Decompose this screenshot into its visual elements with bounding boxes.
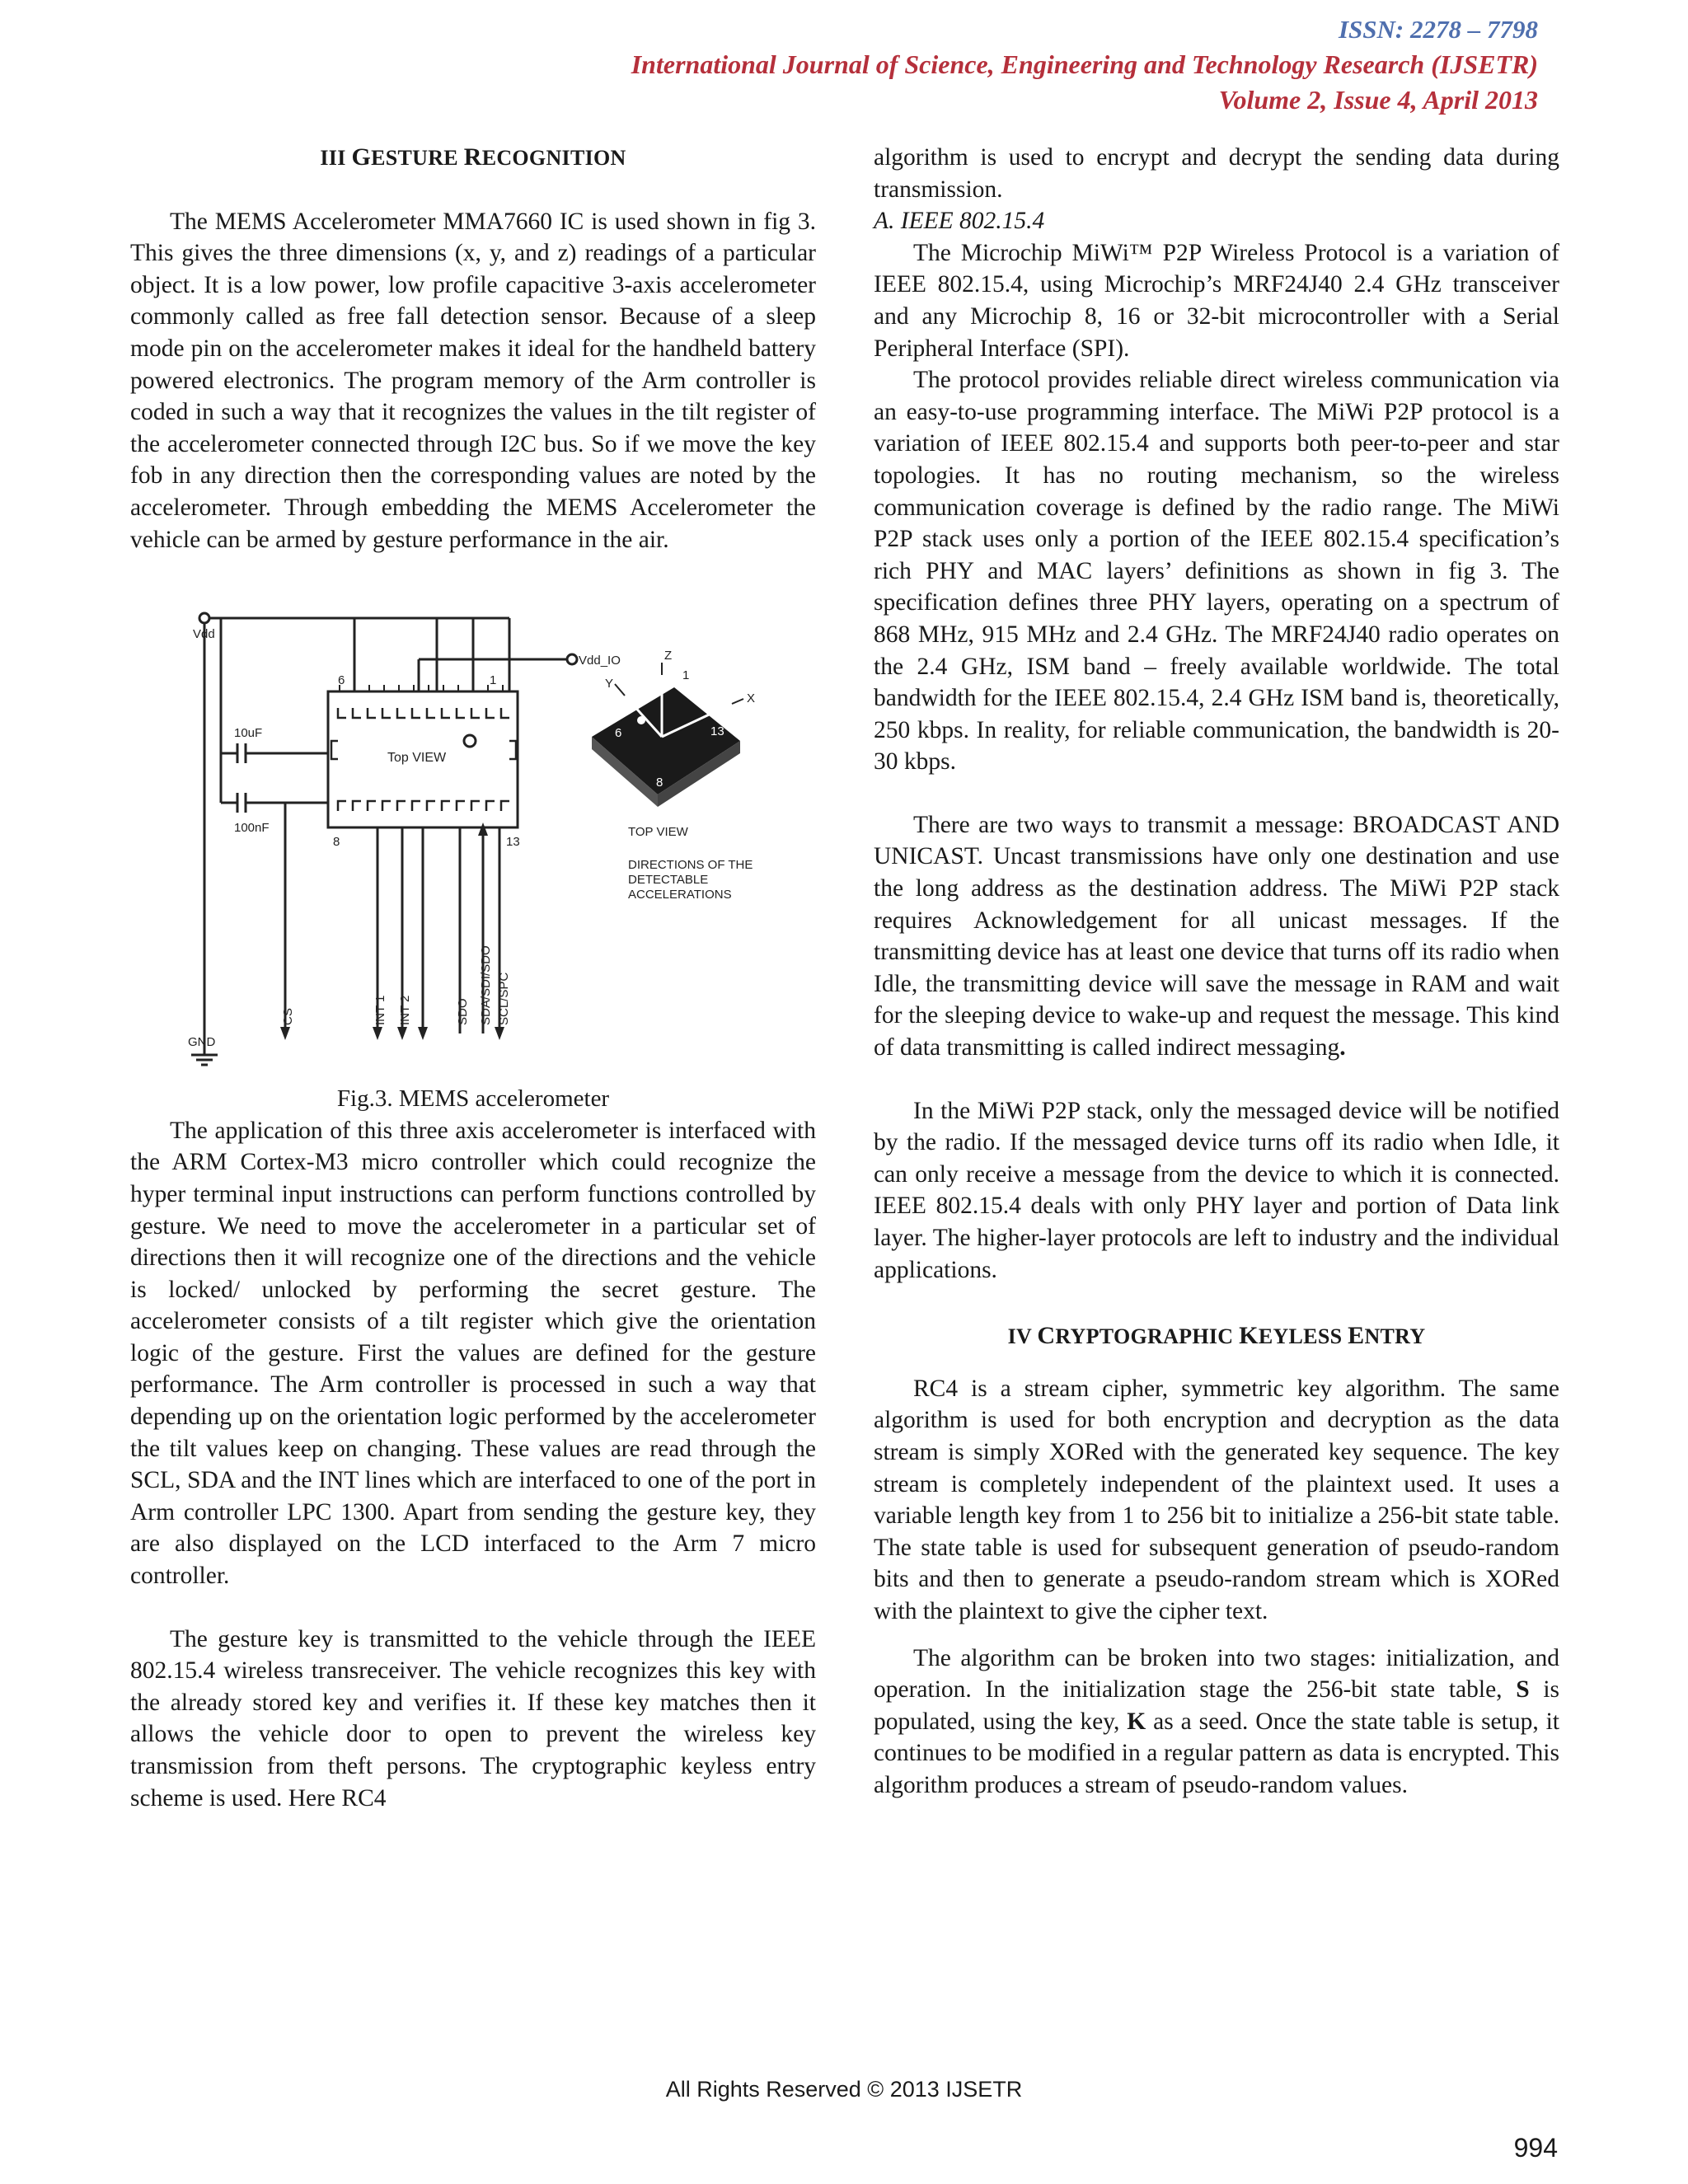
paragraph-text: The algorithm can be broken into two stages: initialization, and operation. In the initialization stage the 256-bit state table, xyxy=(874,1644,1559,1704)
circuit-diagram xyxy=(163,597,790,1083)
paragraph: RC4 is a stream cipher, symmetric key algorithm. The same algorithm is used for both encryption and decryption as the data stream is simply XORed with the generated key sequence. The key stream is completely independent of the plaintext used. It uses a variable length key from 1 to 256 bit to initialize a 256-bit state table. The state table is used for subsequent generation of pseudo-random bits and then to generate a pseudo-random stream which is XORed with the plaintext to give the cipher text. xyxy=(874,1375,1559,1624)
bold-symbol-k: K xyxy=(1127,1708,1146,1735)
left-column xyxy=(130,142,816,1814)
heading-cap: C xyxy=(1037,1322,1056,1350)
paragraph-text: as a seed. Once the state table is setup, it continues to be modified in a regular pattern as data is encrypted. This algorithm produces a stream of pseudo-random values. xyxy=(874,1708,1559,1798)
journal-title: International Journal of Science, Engineering and Technology Research (IJSETR) xyxy=(631,49,1538,79)
paragraph: The Microchip MiWi™ P2P Wireless Protocol is a variation of IEEE 802.15.4, using Microchip’s MRF24J40 2.4 GHz transceiver and any Microchip 8, 16 or 32-bit microcontroller with a Serial Peripheral Interface (SPI). xyxy=(874,239,1559,362)
heading-cap: K xyxy=(1239,1322,1259,1350)
volume-issue: Volume 2, Issue 4, April 2013 xyxy=(1218,85,1538,115)
section-heading-cryptographic-keyless-entry xyxy=(874,1320,1559,1353)
heading-text: ECOGNITION xyxy=(481,146,626,170)
fig-label-int1: INT 1 xyxy=(373,995,387,1026)
right-column xyxy=(874,142,1559,1802)
fig-label-directions-1: DIRECTIONS OF THE xyxy=(628,858,753,873)
heading-cap: E xyxy=(1348,1322,1365,1350)
paragraph: algorithm is used to encrypt and decrypt the sending data during transmission. xyxy=(874,144,1559,203)
fig-label-pkg-8: 8 xyxy=(656,776,663,790)
paragraph: The MEMS Accelerometer MMA7660 IC is used shown in fig 3. This gives the three dimensions (x, y, and z) readings of a particular object. It is a low power, low profile capacitive 3-axis accelerometer commonly called as free fall detection sensor. Because of a sleep mode pin on the accelerometer makes it ideal for the handheld battery powered electronics. The program memory of the Arm controller is coded in such a way that it recognizes the values in the tilt register of the accelerometer connected through I2C bus. So if we move the key fob in any direction then the corresponding values are noted by the accelerometer. Through embedding the MEMS Accelerometer the vehicle can be armed by gesture performance in the air. xyxy=(130,208,816,553)
paragraph: The gesture key is transmitted to the vehicle through the IEEE 802.15.4 wireless transreceiver. The vehicle recognizes this key with the already stored key and verifies it. If these key matches then it allows the vehicle door to open to prevent the wireless key transmission from theft persons. The cryptographic keyless entry scheme is used. Here RC4 xyxy=(130,1625,816,1811)
paragraph: The protocol provides reliable direct wireless communication via an easy-to-use programming interface. The MiWi P2P protocol is a variation of IEEE 802.15.4 and supports both peer-to-peer and star topologies. It has no routing mechanism, so the wireless communication coverage is defined by the radio range. The MiWi P2P stack uses only a portion of the IEEE 802.15.4 specification’s rich PHY and MAC layers’ definitions as shown in fig 3. The specification defines three PHY layers, operating on a spectrum of 868 MHz, 915 MHz and 2.4 GHz. The MRF24J40 radio operates on the 2.4 GHz, ISM band – freely available worldwide. The total bandwidth for the IEEE 802.15.4, 2.4 GHz ISM band is, theoretically, 250 kbps. In reality, for reliable communication, the bandwidth is 20-30 kbps. xyxy=(874,367,1559,776)
paragraph-text: There are two ways to transmit a message: BROADCAST AND UNICAST. Uncast transmissions have only one destination and use the long address as the destination address. The MiWi P2P stack requires Acknowledgement for all unicast messages. If the transmitting device has at least one device that turns off its radio when Idle, the transmitting device will save the message in RAM and wait for the sleeping device to wake-up and request the message. This kind of data transmitting is called indirect messaging xyxy=(874,811,1559,1062)
heading-cap: R xyxy=(463,143,482,171)
fig-label-pin8: 8 xyxy=(333,835,340,850)
paragraph: The application of this three axis accelerometer is interfaced with the ARM Cortex-M3 micro controller which could recognize the hyper terminal input instructions can perform functions controlled by gesture. We need to move the accelerometer in a particular set of directions then it will recognize one of the directions and the vehicle is locked/ unlocked by performing the secret gesture. The accelerometer consists of a tilt register which give the orientation logic of the gesture. First the values are defined for the gesture performance. The Arm controller is processed in such a way that depending up on the orientation logic performed by the accelerometer the tilt values keep on changing. These values are read through the SCL, SDA and the INT lines which are interfaced to one of the port in Arm controller LPC 1300. Apart from sending the gesture key, they are also displayed on the LCD interfaced to the Arm 7 micro controller. xyxy=(130,1117,816,1590)
fig-label-pkg-6: 6 xyxy=(615,726,622,741)
heading-text: RYPTOGRAPHIC xyxy=(1055,1324,1240,1349)
page-number: 994 xyxy=(1513,2133,1558,2163)
journal-header xyxy=(631,12,1538,118)
heading-text: ESTURE xyxy=(371,146,464,170)
fig-label-axis-y: Y xyxy=(605,677,614,691)
fig-label-top-view: TOP VIEW xyxy=(628,825,688,840)
section-heading-gesture-recognition xyxy=(130,142,816,175)
footer-rights: All Rights Reserved © 2013 IJSETR xyxy=(665,2077,1023,2102)
fig-label-axis-x: X xyxy=(747,691,756,706)
fig-label-cs: CS xyxy=(281,1008,295,1026)
fig-label-pin13: 13 xyxy=(506,835,520,850)
heading-text: EYLESS xyxy=(1258,1324,1348,1349)
fig-label-gnd: GND xyxy=(188,1035,216,1050)
fig-label-vdd: Vdd xyxy=(193,627,215,642)
fig-label-directions-2: DETECTABLE xyxy=(628,873,709,888)
fig-label-top-view-chip: Top VIEW xyxy=(387,751,447,766)
section-numeral: III xyxy=(320,146,352,170)
fig-label-int2: INT 2 xyxy=(398,995,412,1026)
heading-cap: G xyxy=(351,143,372,171)
paragraph xyxy=(874,809,1559,1064)
fig-label-axis-z: Z xyxy=(664,649,673,663)
fig-label-directions-3: ACCELERATIONS xyxy=(628,888,732,902)
fig-label-pkg-1: 1 xyxy=(682,668,690,683)
section-numeral: IV xyxy=(1007,1324,1038,1349)
fig-label-sdo: SDO xyxy=(456,998,470,1026)
heading-text: NTRY xyxy=(1364,1324,1426,1349)
subsection-heading-ieee: A. IEEE 802.15.4 xyxy=(874,208,1045,235)
fig-label-scl: SCL/SPC xyxy=(497,972,511,1026)
fig-label-pkg-13: 13 xyxy=(710,724,724,739)
paragraph-text: is populated, using the key, xyxy=(874,1676,1559,1735)
fig-label-sda: SDA/SDI/SDO xyxy=(479,945,493,1026)
paragraph: In the MiWi P2P stack, only the messaged device will be notified by the radio. If the messaged device turns off its radio when Idle, it can only receive a message from the device to which it is connected. IEEE 802.15.4 deals with only PHY layer and portion of Data link layer. The higher-layer protocols are left to industry and the individual applications. xyxy=(874,1097,1559,1283)
issn: ISSN: 2278 – 7798 xyxy=(1338,15,1538,44)
fig-label-pin1: 1 xyxy=(490,673,497,688)
fig-label-pin6: 6 xyxy=(338,673,345,688)
bold-symbol-s: S xyxy=(1516,1676,1530,1704)
fig-label-cap2: 100nF xyxy=(234,821,270,836)
fig-label-vdd-io: Vdd_IO xyxy=(579,654,621,668)
paragraph xyxy=(874,1643,1559,1802)
figure-caption: Fig.3. MEMS accelerometer xyxy=(336,1085,610,1113)
fig-label-cap1: 10uF xyxy=(234,726,263,741)
paragraph-period: . xyxy=(1339,1034,1346,1062)
figure-mems-accelerometer xyxy=(130,597,816,1083)
